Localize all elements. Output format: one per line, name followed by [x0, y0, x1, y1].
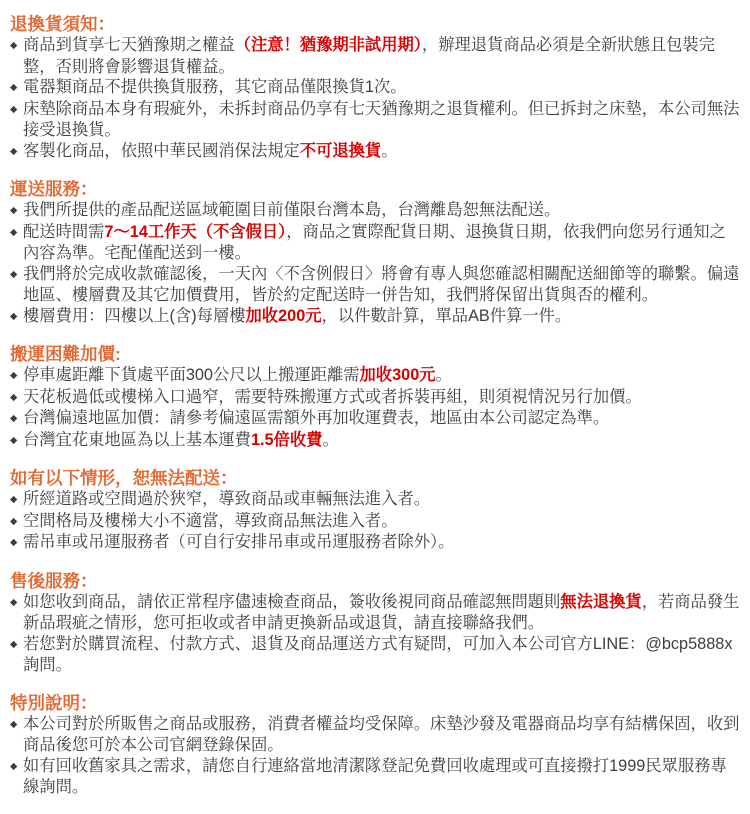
section-heading: 特別說明： — [10, 692, 98, 713]
body-text: 台灣宜花東地區為以上基本運費 — [23, 430, 251, 449]
bullet-diamond-icon: ◆ — [10, 370, 18, 381]
section-heading: 售後服務： — [10, 570, 98, 591]
body-text: 。 — [435, 366, 452, 384]
bullet-diamond-icon: ◆ — [10, 413, 18, 424]
body-text: 商品到貨享七天猶豫期之權益 — [23, 36, 235, 54]
bullet-item — [10, 756, 742, 798]
policy-section — [10, 693, 742, 798]
bullet-diamond-icon: ◆ — [10, 145, 18, 157]
bullet-item — [10, 511, 742, 533]
section-heading: 運送服務： — [10, 179, 98, 199]
bullet-diamond-icon: ◆ — [10, 638, 18, 650]
body-text: 天花板過低或樓梯入口過窄，需要特殊搬運方式或者拆裝再組，則須視情況另行加價。 — [23, 387, 642, 406]
body-text: 床墊除商品本身有瑕疵外，未拆封商品仍享有七天猶豫期之退貨權利。但已拆封之床墊，本公司無法接受退換貨。 — [23, 99, 740, 139]
bullet-item — [10, 592, 742, 634]
bullet-diamond-icon: ◆ — [10, 391, 18, 403]
bullet-item — [10, 365, 742, 387]
policy-section — [10, 14, 742, 162]
bullet-item — [10, 99, 742, 141]
body-text: ，商品之實際配貨日期、退換貨日期，依我們向您另行通知之內容為準。宅配僅配送到一樓。 — [23, 222, 726, 262]
bullet-item — [10, 634, 742, 676]
body-text: 台灣偏遠地區加價：請參考偏遠區需額外再加收運費表，地區由本公司認定為準。 — [23, 409, 610, 427]
bullet-diamond-icon: ◆ — [10, 760, 18, 772]
body-text: ，辦理退貨商品必須是全新狀態且包裝完整，否則將會影響退貨權益。 — [23, 36, 715, 76]
bullet-item — [10, 141, 742, 163]
body-text: 電器類商品不提供換貨服務，其它商品僅限換貨1次。 — [23, 78, 407, 96]
bullet-diamond-icon: ◆ — [10, 515, 18, 527]
bullet-item — [10, 77, 742, 99]
policy-section — [10, 468, 742, 554]
bullet-item — [10, 714, 742, 756]
body-text: 停車處距離下貨處平面300公尺以上搬運距離需 — [23, 366, 360, 384]
bullet-item — [10, 387, 742, 409]
body-text: 配送時間需 — [23, 222, 105, 241]
section-heading: 如有以下情形，恕無法配送： — [10, 468, 238, 488]
policy-section — [10, 571, 742, 676]
section-heading: 退換貨須知： — [10, 14, 115, 34]
body-text: 如您收到商品，請依正常程序儘速檢查商品，簽收後視同商品確認無問題則 — [23, 592, 561, 611]
bullet-item — [10, 532, 742, 554]
body-text: 本公司對於所販售之商品或服務，消費者權益均受保障。床墊沙發及電器商品均享有結構保固，收到商品後您可於本公司官網登錄保固。 — [23, 714, 740, 754]
body-text: 如有回收舊家具之需求，請您自行連絡當地清潔隊登記免費回收處理或可直接撥打1999民眾服務專線詢問。 — [23, 756, 727, 796]
bullet-diamond-icon: ◆ — [10, 596, 18, 608]
bullet-item — [10, 408, 742, 430]
bullet-diamond-icon: ◆ — [10, 494, 18, 505]
bullet-item — [10, 489, 742, 511]
highlight-text: 加收200元 — [245, 306, 322, 325]
highlight-text: 7～14工作天（不含假日） — [104, 222, 287, 241]
body-text: 我們將於完成收款確認後，一天內〈不含例假日〉將會有專人與您確認相關配送細節等的聯繫。偏遠地區、樓層費及其它加價費用，皆於約定配送時一併告知，我們將保留出貨與否的權利。 — [23, 264, 740, 304]
bullet-item — [10, 264, 742, 306]
bullet-diamond-icon: ◆ — [10, 434, 18, 446]
body-text: 。 — [322, 430, 339, 449]
bullet-diamond-icon: ◆ — [10, 103, 18, 115]
body-text: 需吊車或吊運服務者（可自行安排吊車或吊運服務者除外）。 — [23, 533, 455, 551]
bullet-item — [10, 200, 742, 222]
body-text: 客製化商品，依照中華民國消保法規定 — [23, 141, 300, 160]
body-text: 樓層費用：四樓以上(含)每層樓 — [23, 306, 246, 325]
policy-section — [10, 344, 742, 451]
body-text: 所經道路或空間過於狹窄，導致商品或車輛無法進入者。 — [23, 490, 431, 508]
body-text: ，以件數計算，單品AB件算一件。 — [321, 306, 572, 325]
bullet-diamond-icon: ◆ — [10, 82, 18, 93]
bullet-diamond-icon: ◆ — [10, 226, 18, 238]
body-text: 若您對於購買流程、付款方式、退貨及商品運送方式有疑問，可加入本公司官方LINE：@bcp5888x詢問。 — [23, 634, 733, 674]
highlight-text: 加收300元 — [359, 366, 436, 384]
bullet-diamond-icon: ◆ — [10, 537, 18, 548]
bullet-diamond-icon: ◆ — [10, 310, 18, 322]
highlight-text: （注意！猶豫期非試用期） — [234, 36, 422, 54]
bullet-diamond-icon: ◆ — [10, 268, 18, 280]
bullet-item — [10, 35, 742, 77]
highlight-text: 不可退換貨 — [299, 141, 382, 160]
bullet-item — [10, 306, 742, 328]
section-heading: 搬運困難加價: — [10, 344, 121, 364]
bullet-diamond-icon: ◆ — [10, 40, 18, 51]
highlight-text: 1.5倍收費 — [250, 430, 323, 449]
bullet-item — [10, 430, 742, 452]
bullet-diamond-icon: ◆ — [10, 205, 18, 216]
body-text: ，若商品發生新品瑕疵之情形，您可拒收或者申請更換新品或退貨，請直接聯絡我們。 — [23, 592, 740, 632]
body-text: 。 — [381, 141, 398, 160]
highlight-text: 無法退換貨 — [560, 592, 642, 611]
body-text: 我們所提供的產品配送區域範圍目前僅限台灣本島，台灣離島恕無法配送。 — [23, 201, 561, 219]
bullet-item — [10, 222, 742, 264]
body-text: 空間格局及樓梯大小不適當，導致商品無法進入者。 — [23, 511, 398, 530]
policy-section — [10, 179, 742, 327]
bullet-diamond-icon: ◆ — [10, 718, 18, 730]
